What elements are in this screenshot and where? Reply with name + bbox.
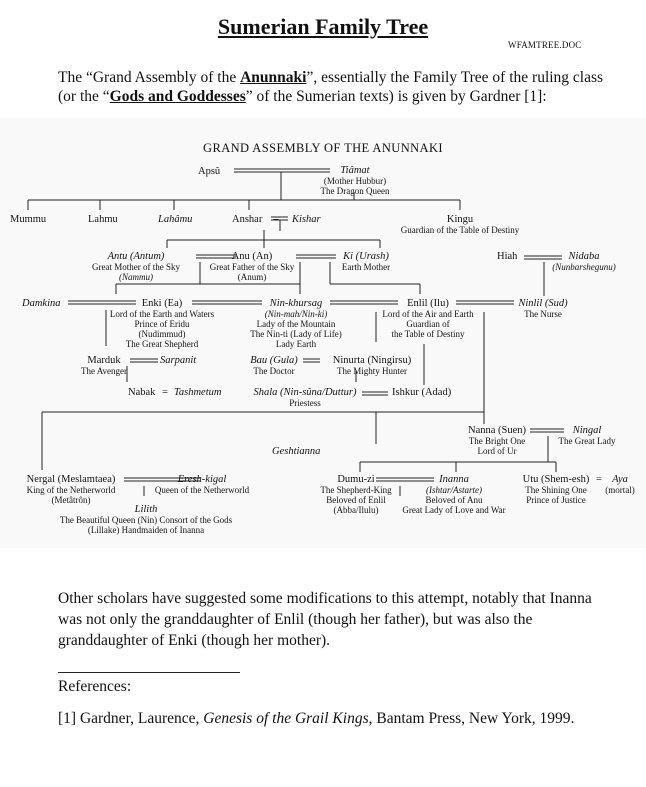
- node-inanna-epithet-3: Great Lady of Love and War: [402, 505, 506, 515]
- node-ninurta: [322, 355, 422, 376]
- node-anshar: Anshar: [232, 214, 263, 225]
- node-kingu-name: Kingu: [446, 214, 474, 225]
- node-enlil: [368, 298, 488, 339]
- node-kingu: [380, 214, 540, 235]
- node-ninkhursag-epithet-4: Lady Earth: [275, 339, 317, 349]
- node-anu-epithet-2: (Anum): [237, 272, 267, 282]
- node-kishar: Kishar: [292, 214, 321, 225]
- node-marduk: [76, 355, 132, 376]
- couple-marker-aya: =: [596, 474, 602, 485]
- node-ishkur: Ishkur (Adad): [392, 387, 452, 398]
- node-enki: [100, 298, 224, 349]
- node-enlil-epithet-3: the Table of Destiny: [391, 329, 465, 339]
- node-ningal-epithet: The Great Lady: [558, 436, 616, 446]
- node-inanna-name: Inanna: [439, 474, 469, 485]
- node-ningal-name: Ningal: [572, 425, 602, 436]
- node-bau-name: Bau (Gula): [250, 355, 298, 366]
- node-ereshkigal: [148, 474, 256, 495]
- node-antu-epithet-2: (Nammu): [119, 272, 153, 282]
- intro-text-2: ”, essentially the Family Tree of the ruling class (or the “: [58, 69, 604, 105]
- node-tiamat-epithet-1: (Mother Hubbur): [323, 176, 387, 186]
- node-enki-epithet-1: Lord of the Earth and Waters: [109, 309, 215, 319]
- document-id: WFAMTREE.DOC: [508, 40, 582, 50]
- couple-marker: =: [273, 214, 279, 225]
- node-inanna-epithet-2: Beloved of Anu: [425, 495, 483, 505]
- node-antu: [78, 251, 194, 282]
- node-enlil-epithet-1: Lord of the Air and Earth: [382, 309, 474, 319]
- node-enki-epithet-3: (Nudimmud): [138, 329, 186, 339]
- node-lahmu: Lahmu: [88, 214, 118, 225]
- node-ninlil: [510, 298, 576, 319]
- node-lilith: [36, 504, 256, 535]
- node-ninkhursag-name: Nin-khursag: [269, 298, 323, 309]
- node-marduk-name: Marduk: [87, 355, 121, 366]
- node-ninlil-name: Ninlil (Sud): [518, 298, 568, 309]
- node-lilith-epithet-1: The Beautiful Queen (Nin) Consort of the Gods: [59, 515, 233, 525]
- node-nanna-epithet-1: The Bright One: [468, 436, 526, 446]
- footnote-rule: [58, 672, 240, 673]
- node-shala-epithet: Priestess: [289, 398, 321, 408]
- node-antu-epithet-1: Great Mother of the Sky: [92, 262, 180, 272]
- reference-1-publisher: , Bantam Press, New York, 1999.: [368, 710, 575, 727]
- node-mummu: Mummu: [10, 214, 47, 225]
- node-tiamat-epithet-2: The Dragon Queen: [320, 186, 390, 196]
- reference-item-1: [58, 710, 574, 728]
- node-nergal-epithet-1: King of the Netherworld: [26, 485, 116, 495]
- intro-anunnaki: Anunnaki: [240, 69, 307, 86]
- node-dumuzi-epithet-1: The Shepherd-King: [320, 485, 392, 495]
- node-nanna-epithet-2: Lord of Ur: [477, 446, 517, 456]
- node-ninkhursag-epithet-2: Lady of the Mountain: [256, 319, 336, 329]
- node-ki-name: Ki (Urash): [343, 251, 389, 262]
- reference-1-author: [1] Gardner, Laurence,: [58, 710, 204, 727]
- reference-1-title: Genesis of the Grail Kings: [203, 710, 369, 727]
- node-nergal: [18, 474, 124, 505]
- node-kingu-epithet: Guardian of the Table of Destiny: [400, 225, 520, 235]
- node-nergal-epithet-2: (Metâtrôn): [51, 495, 91, 505]
- node-anu-name: Anu (An): [231, 251, 273, 262]
- intro-text-3: ” of the Sumerian texts) is given by Gardner [1]:: [245, 88, 547, 105]
- couple-marker-nabak: =: [162, 387, 168, 398]
- node-ninkhursag-epithet-1: (Nin-mah/Nin-ki): [264, 309, 328, 319]
- node-ninurta-epithet: The Mighty Hunter: [337, 366, 407, 376]
- node-aya: [600, 474, 640, 495]
- node-tiamat: [300, 165, 410, 196]
- node-lahamu: Lahâmu: [158, 214, 193, 225]
- document-title: Sumerian Family Tree: [217, 14, 429, 39]
- node-nergal-name: Nergal (Meslamtaea): [26, 474, 116, 485]
- node-apsu: Apsû: [198, 166, 221, 177]
- node-damkina: Damkina: [22, 298, 61, 309]
- node-inanna-epithet-1: (Ishtar/Astarte): [426, 485, 482, 495]
- node-bau-epithet: The Doctor: [253, 366, 295, 376]
- node-ki-epithet: Earth Mother: [341, 262, 391, 272]
- node-enlil-name: Enlil (Ilu): [407, 298, 449, 309]
- node-dumuzi: [310, 474, 402, 515]
- node-enki-epithet-2: Prince of Eridu: [134, 319, 190, 329]
- node-dumuzi-name: Dumu-zi: [337, 474, 375, 485]
- node-ninurta-name: Ninurta (Ningirsu): [332, 355, 412, 366]
- closing-paragraph: Other scholars have suggested some modifications to this attempt, notably that Inanna was not only the granddaughter of Enlil (though her father), but was also the granddaughter of Enki (though her mother).: [58, 590, 592, 649]
- node-tashmetum: Tashmetum: [174, 387, 222, 398]
- intro-gods: Gods and Goddesses: [109, 88, 246, 105]
- family-tree-title: GRAND ASSEMBLY OF THE ANUNNAKI: [203, 141, 443, 155]
- node-tiamat-name: Tiâmat: [340, 165, 370, 176]
- node-inanna: [396, 474, 512, 515]
- node-ningal: [554, 425, 620, 446]
- node-antu-name: Antu (Antum): [107, 251, 165, 262]
- node-enki-name: Enki (Ea): [141, 298, 183, 309]
- node-utu: [518, 474, 594, 505]
- node-nidaba: [540, 251, 628, 272]
- node-hiah: Hiah: [497, 251, 518, 262]
- intro-text-1: The “Grand Assembly of the: [58, 69, 241, 86]
- node-enlil-epithet-2: Guardian of: [406, 319, 450, 329]
- node-utu-epithet-2: Prince of Justice: [526, 495, 586, 505]
- node-utu-epithet-1: The Shining One: [525, 485, 587, 495]
- node-nanna-name: Nanna (Suen): [467, 425, 527, 436]
- node-enki-epithet-4: The Great Shepherd: [125, 339, 199, 349]
- node-ki: [334, 251, 398, 272]
- node-bau: [246, 355, 302, 376]
- node-aya-name: Aya: [612, 474, 628, 485]
- node-lilith-name: Lilith: [134, 504, 158, 515]
- node-shala-name: Shala (Nin-sûna/Duttur): [253, 387, 357, 398]
- node-aya-epithet: (mortal): [605, 485, 635, 495]
- node-anu-epithet-1: Great Father of the Sky: [209, 262, 295, 272]
- node-nanna: [462, 425, 532, 456]
- node-nidaba-name: Nidaba: [568, 251, 600, 262]
- node-nidaba-epithet: (Nunbarshegunu): [552, 262, 616, 272]
- node-ereshkigal-name: Eresh-kigal: [177, 474, 227, 485]
- node-anu: [200, 251, 304, 282]
- node-nabak: Nabak: [128, 387, 156, 398]
- node-dumuzi-epithet-2: Beloved of Enlil: [326, 495, 386, 505]
- node-geshtianna: Geshtianna: [272, 446, 321, 457]
- node-shala: [246, 387, 364, 408]
- node-ninkhursag: [238, 298, 354, 349]
- references-heading: References:: [58, 678, 132, 695]
- node-ninlil-epithet: The Nurse: [524, 309, 562, 319]
- node-lilith-epithet-2: (Lillake) Handmaiden of Inanna: [87, 525, 205, 535]
- node-sarpanit: Sarpanit: [160, 355, 197, 366]
- node-utu-name: Utu (Shem-esh): [522, 474, 590, 485]
- node-dumuzi-epithet-3: (Abba/Ilulu): [333, 505, 379, 515]
- node-ereshkigal-epithet: Queen of the Netherworld: [154, 485, 250, 495]
- node-marduk-epithet: The Avenger: [80, 366, 128, 376]
- node-ninkhursag-epithet-3: The Nin-ti (Lady of Life): [250, 329, 342, 339]
